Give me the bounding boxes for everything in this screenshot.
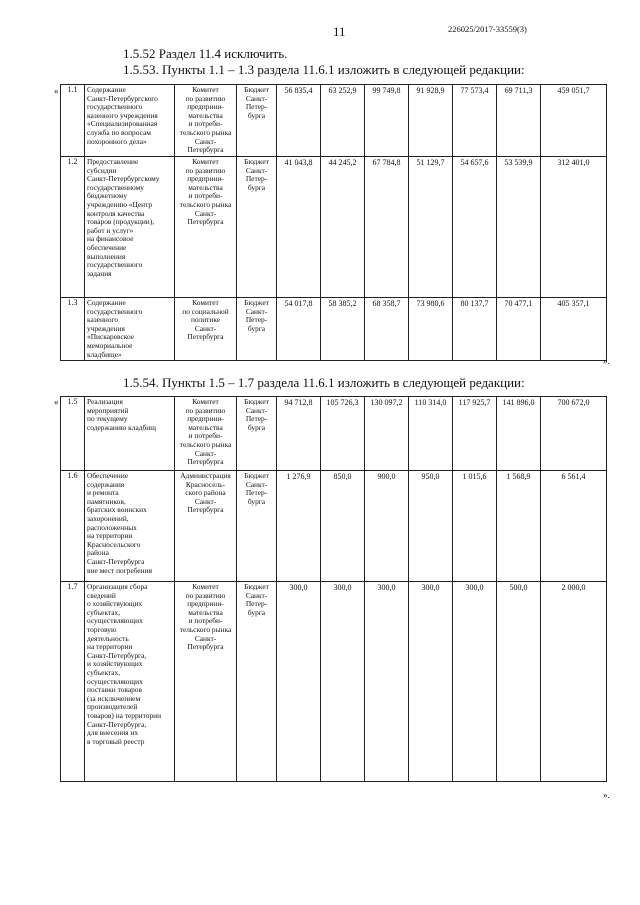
responsible-org-cell: Комитет по развитию предприни- мательства и потреби- тельского рынка Санкт- Петербурга	[175, 85, 237, 157]
section-heading-1-5-52: 1.5.52 Раздел 11.4 исключить.	[123, 46, 288, 61]
table-row	[61, 397, 607, 471]
total-value-cell: 2 000,0	[541, 582, 607, 782]
year-value-cell: 77 573,4	[453, 85, 497, 157]
table-row	[61, 157, 607, 298]
open-quote-1: «	[54, 86, 59, 96]
year-value-cell: 110 314,0	[409, 397, 453, 471]
year-value-cell: 1 276,9	[277, 471, 321, 582]
item-number-cell: 1.3	[61, 298, 85, 361]
document-number: 226025/2017-33559(3)	[448, 24, 527, 34]
year-value-cell: 58 385,2	[321, 298, 365, 361]
year-value-cell: 41 043,8	[277, 157, 321, 298]
table-row	[61, 582, 607, 782]
item-number-cell: 1.2	[61, 157, 85, 298]
year-value-cell: 99 749,8	[365, 85, 409, 157]
year-value-cell: 54 017,8	[277, 298, 321, 361]
close-quote-2: ».	[603, 790, 610, 800]
year-value-cell: 300,0	[409, 582, 453, 782]
responsible-org-cell: Администрация Красносель- ского района Санкт- Петербурга	[175, 471, 237, 582]
item-number-cell: 1.7	[61, 582, 85, 782]
year-value-cell: 63 252,9	[321, 85, 365, 157]
total-value-cell: 312 401,0	[541, 157, 607, 298]
year-value-cell: 91 928,9	[409, 85, 453, 157]
page-number: 11	[333, 24, 346, 39]
item-number-cell: 1.6	[61, 471, 85, 582]
year-value-cell: 500,0	[497, 582, 541, 782]
total-value-cell: 6 561,4	[541, 471, 607, 582]
item-name-cell: Содержание Санкт-Петербургского государственного казенного учреждения «Специализированная служба по вопросам похоронного дела»	[85, 85, 175, 157]
year-value-cell: 54 657,6	[453, 157, 497, 298]
table-row	[61, 85, 607, 157]
responsible-org-cell: Комитет по развитию предприни- мательства и потреби- тельского рынка Санкт- Петербурга	[175, 157, 237, 298]
item-number-cell: 1.1	[61, 85, 85, 157]
year-value-cell: 69 711,3	[497, 85, 541, 157]
open-quote-2: «	[54, 397, 59, 407]
total-value-cell: 700 672,0	[541, 397, 607, 471]
item-name-cell: Предоставление субсидии Санкт-Петербургскому государственному бюджетному учреждению «Центр контроля качества товаров (продукции), работ и услуг» на финансовое обеспечение выполнения государственного задания	[85, 157, 175, 298]
responsible-org-cell: Комитет по развитию предприни- мательства и потреби- тельского рынка Санкт- Петербурга	[175, 397, 237, 471]
year-value-cell: 94 712,8	[277, 397, 321, 471]
year-value-cell: 80 137,7	[453, 298, 497, 361]
item-name-cell: Обеспечение содержания и ремонта памятников, братских воинских захоронений, расположенных на территории Красносельского района Санкт-Петербурга вне мест погребения	[85, 471, 175, 582]
funding-source-cell: Бюджет Санкт- Петер- бурга	[237, 298, 277, 361]
year-value-cell: 117 925,7	[453, 397, 497, 471]
section-heading-1-5-54: 1.5.54. Пункты 1.5 – 1.7 раздела 11.6.1 изложить в следующей редакции:	[123, 375, 525, 390]
close-quote-1: ».	[603, 356, 610, 366]
year-value-cell: 141 896,0	[497, 397, 541, 471]
amendment-table-2	[60, 396, 607, 782]
funding-source-cell: Бюджет Санкт- Петер- бурга	[237, 582, 277, 782]
item-number-cell: 1.5	[61, 397, 85, 471]
year-value-cell: 56 835,4	[277, 85, 321, 157]
funding-source-cell: Бюджет Санкт- Петер- бурга	[237, 85, 277, 157]
funding-source-cell: Бюджет Санкт- Петер- бурга	[237, 397, 277, 471]
table-row	[61, 298, 607, 361]
year-value-cell: 130 097,2	[365, 397, 409, 471]
year-value-cell: 68 358,7	[365, 298, 409, 361]
year-value-cell: 70 477,1	[497, 298, 541, 361]
year-value-cell: 51 129,7	[409, 157, 453, 298]
amendment-table-1	[60, 84, 607, 361]
year-value-cell: 1 015,6	[453, 471, 497, 582]
total-value-cell: 459 051,7	[541, 85, 607, 157]
section-heading-1-5-53: 1.5.53. Пункты 1.1 – 1.3 раздела 11.6.1 изложить в следующей редакции:	[123, 62, 525, 77]
item-name-cell: Содержание государственного казенного учреждения «Пискаревское мемориальное кладбище»	[85, 298, 175, 361]
year-value-cell: 44 245,2	[321, 157, 365, 298]
total-value-cell: 405 357,1	[541, 298, 607, 361]
responsible-org-cell: Комитет по развитию предприни- мательства и потреби- тельского рынка Санкт- Петербурга	[175, 582, 237, 782]
item-name-cell: Организация сбора сведений о хозяйствующих субъектах, осуществляющих торговую деятельность на территории Санкт-Петербурга, и хозяйствующих субъектах, осуществляющих поставки товаров (за исключением производителей товаров) на территории Санкт-Петербурга, для внесения их в торговый реестр	[85, 582, 175, 782]
year-value-cell: 950,0	[409, 471, 453, 582]
funding-source-cell: Бюджет Санкт- Петер- бурга	[237, 471, 277, 582]
year-value-cell: 300,0	[453, 582, 497, 782]
responsible-org-cell: Комитет по социальной политике Санкт- Петербурга	[175, 298, 237, 361]
year-value-cell: 850,0	[321, 471, 365, 582]
year-value-cell: 73 980,6	[409, 298, 453, 361]
year-value-cell: 67 784,8	[365, 157, 409, 298]
year-value-cell: 300,0	[277, 582, 321, 782]
year-value-cell: 1 568,9	[497, 471, 541, 582]
year-value-cell: 105 726,3	[321, 397, 365, 471]
table-row	[61, 471, 607, 582]
year-value-cell: 900,0	[365, 471, 409, 582]
item-name-cell: Реализация мероприятий по текущему содержанию кладбищ	[85, 397, 175, 471]
funding-source-cell: Бюджет Санкт- Петер- бурга	[237, 157, 277, 298]
year-value-cell: 300,0	[365, 582, 409, 782]
year-value-cell: 53 539,9	[497, 157, 541, 298]
year-value-cell: 300,0	[321, 582, 365, 782]
